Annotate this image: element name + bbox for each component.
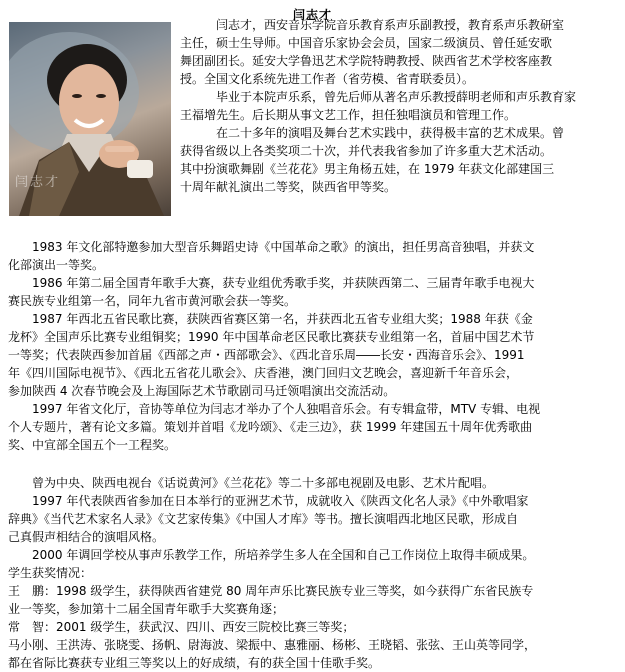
paragraph	[8, 636, 614, 672]
text-line: 学生获奖情况：	[8, 566, 93, 580]
text-line: 十周年献礼演出二等奖，陕西省甲等奖。	[180, 180, 397, 194]
text-line: 获得省级以上各类奖项二十次，并代表我省参加了许多重大艺术活动。	[180, 144, 553, 158]
text-line: 业一等奖，参加第十二届全国青年歌手大奖赛角逐；	[8, 602, 285, 616]
text-line: 化部演出一等奖。	[8, 258, 105, 272]
text-line: 年《四川国际电视节》、《西北五省花儿歌会》、庆香港，澳门回归文艺晚会，喜迎新千年音乐会，	[8, 366, 519, 380]
text-line: 王 鹏：1998 级学生，获得陕西省建党 80 周年声乐比赛民族专业三等奖，如今获得广东省民族专	[8, 584, 534, 598]
text-line: 常 智：2001 级学生，获武汉、四川、西安三院校比赛三等奖；	[8, 620, 355, 634]
text-line: 在二十多年的演唱及舞台艺术实践中，获得极丰富的艺术成果。曾	[180, 126, 565, 140]
paragraph	[8, 618, 614, 636]
text-line: 闫志才，西安音乐学院音乐教育系声乐副教授，教育系声乐教研室	[180, 18, 565, 32]
text-line: 参加陕西 4 次春节晚会及上海国际艺术节歌剧司马迁领唱演出交流活动。	[8, 384, 396, 398]
text-line: 一等奖；代表陕西参加首届《西部之声・西部歌会》、《西北音乐周――长安・西海音乐会》、1991	[8, 348, 525, 362]
paragraph	[8, 124, 614, 196]
text-line: 马小刚、王洪涛、张晓雯、扬帆、尉海波、梁振中、惠雅丽、杨彬、王晓韬、张弦、王山英等同学，	[8, 638, 537, 652]
text-line: 主任，硕士生导师。中国音乐家协会会员，国家二级演员、曾任延安歌	[180, 36, 553, 50]
text-line: 赛民族专业组第一名，同年九省市黄河歌会获一等奖。	[8, 294, 297, 308]
text-line: 1997 年省文化厅，音协等单位为闫志才举办了个人独唱音乐会。有专辑盒带，MTV 专辑、电视	[8, 402, 541, 416]
text-line: 个人专题片，著有论文多篇。策划并首唱《龙吟颂》、《走三边》，获 1999 年建国五十周年优秀歌曲	[8, 420, 533, 434]
paragraph	[8, 16, 614, 88]
text-line: 1987 年西北五省民歌比赛，获陕西省赛区第一名，并获西北五省专业组大奖；1988 年获《金	[8, 312, 533, 326]
text-line: 1983 年文化部特邀参加大型音乐舞蹈史诗《中国革命之歌》的演出，担任男高音独唱，并获文	[8, 240, 535, 254]
paragraph	[8, 474, 614, 492]
paragraph	[8, 88, 614, 124]
text-line: 奖、中宣部全国五个一工程奖。	[8, 438, 177, 452]
text-line: 曾为中央、陕西电视台《话说黄河》《兰花花》等二十多部电视剧及电影、艺术片配唱。	[8, 476, 495, 490]
text-line: 授。全国文化系统先进工作者（省劳模、省青联委员）。	[180, 72, 475, 86]
text-line: 辞典》《当代艺术家名人录》《文艺家传集》《中国人才库》等书。擅长演唱西北地区民歌，形成自	[8, 512, 519, 526]
text-line: 己真假声相结合的演唱风格。	[8, 530, 165, 544]
paragraph	[8, 492, 614, 546]
paragraph	[8, 310, 614, 400]
photo-watermark: 闫志才	[15, 175, 61, 190]
text-line: 1997 年代表陕西省参加在日本举行的亚洲艺术节，成就收入《陕西文化名人录》《中外歌唱家	[8, 494, 529, 508]
paragraph	[8, 546, 614, 582]
text-line: 王福增先生。后长期从事文艺工作，担任独唱演员和管理工作。	[180, 108, 517, 122]
text-line: 毕业于本院声乐系，曾先后师从著名声乐教授薛明老师和声乐教育家	[180, 90, 577, 104]
text-line: 龙杯》全国声乐比赛专业组铜奖；1990 年中国革命老区民歌比赛获专业组第一名，首届中国艺术节	[8, 330, 535, 344]
paragraph	[8, 400, 614, 454]
text-line: 都在省际比赛获专业组三等奖以上的好成绩，有的获全国十佳歌手奖。	[8, 656, 381, 670]
text-line: 1986 年第二届全国青年歌手大赛，获专业组优秀歌手奖，并获陕西第二、三届青年歌手电视大	[8, 276, 535, 290]
text-line: 2000 年调回学校从事声乐教学工作，所培养学生多人在全国和自己工作岗位上取得丰硕成果。	[8, 548, 535, 562]
paragraph	[8, 238, 614, 274]
paragraph	[8, 582, 614, 618]
text-line: 舞团副团长。延安大学鲁迅艺术学院特聘教授、陕西省艺术学校客座教	[180, 54, 553, 68]
paragraph	[8, 274, 614, 310]
text-line: 其中扮演歌舞剧《兰花花》男主角杨五娃，在 1979 年获文化部建国三	[180, 162, 555, 176]
page-title: 闫志才	[292, 8, 332, 22]
